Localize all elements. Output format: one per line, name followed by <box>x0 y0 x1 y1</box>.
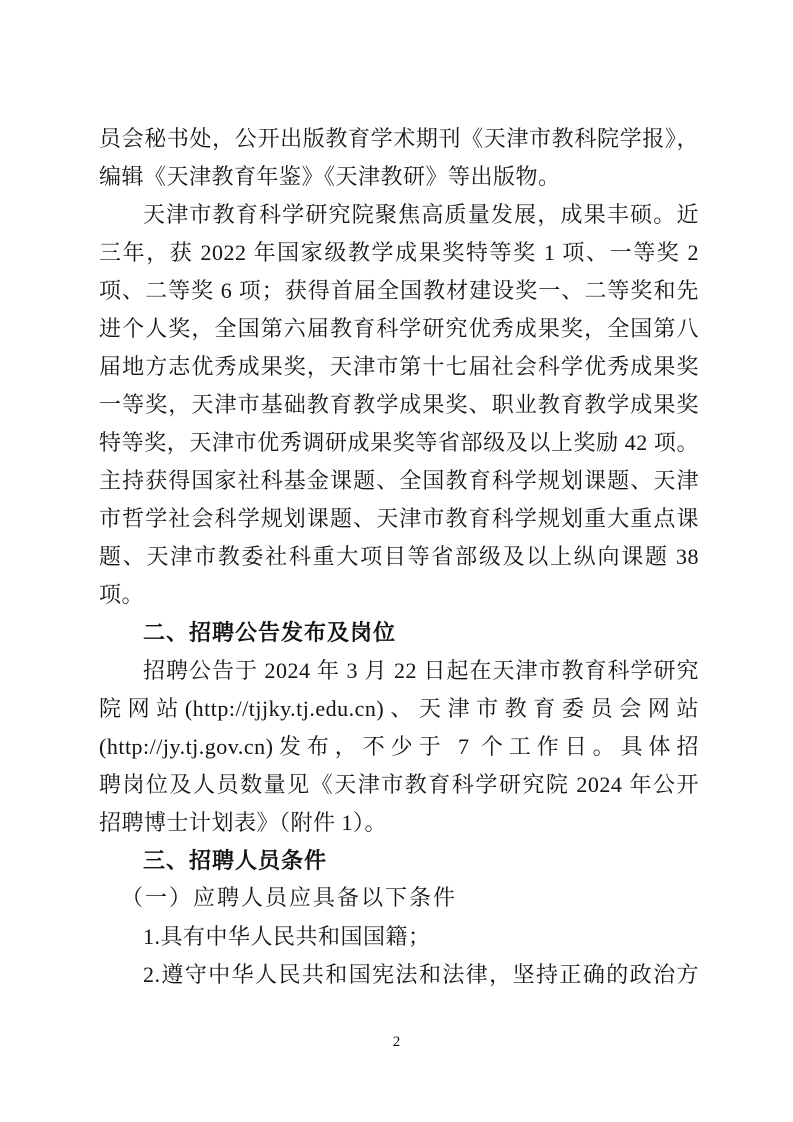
text-line: 项、二等奖 6 项；获得首届全国教材建设奖一、二等奖和先 <box>99 278 699 303</box>
text-line: 员会秘书处，公开出版教育学术期刊《天津市教科院学报》， <box>99 126 699 151</box>
text-line: 特等奖，天津市优秀调研成果奖等省部级及以上奖励 42 项。 <box>99 430 699 455</box>
text-line: 一等奖，天津市基础教育教学成果奖、职业教育教学成果奖 <box>99 392 699 417</box>
document-body <box>99 120 699 994</box>
text-line: 三年，获 2022 年国家级教学成果奖特等奖 1 项、一等奖 2 <box>99 240 699 265</box>
text-line: 届地方志优秀成果奖，天津市第十七届社会科学优秀成果奖 <box>99 354 699 379</box>
text-line: （一）应聘人员应具备以下条件 <box>121 886 458 911</box>
text-line: 院网站(http://tjjky.tj.edu.cn)、天津市教育委员会网站 <box>99 696 699 721</box>
text-line: 1.具有中华人民共和国国籍； <box>143 924 431 949</box>
text-line: 题、天津市教委社科重大项目等省部级及以上纵向课题 38 <box>99 544 699 569</box>
text-line: 市哲学社会科学规划课题、天津市教育科学规划重大重点课 <box>99 506 699 531</box>
text-line: 招聘公告于 2024 年 3 月 22 日起在天津市教育科学研究 <box>143 658 699 683</box>
text-line: 进个人奖，全国第六届教育科学研究优秀成果奖，全国第八 <box>99 316 699 341</box>
page-number: 2 <box>392 1034 401 1050</box>
text-line: 天津市教育科学研究院聚焦高质量发展，成果丰硕。近 <box>143 202 699 227</box>
text-line: 聘岗位及人员数量见《天津市教育科学研究院 2024 年公开 <box>99 772 699 797</box>
text-line: 编辑《天津教育年鉴》《天津教研》等出版物。 <box>99 164 561 189</box>
section-heading: 二、招聘公告发布及岗位 <box>143 620 397 645</box>
text-line: 主持获得国家社科基金课题、全国教育科学规划课题、天津 <box>99 468 699 493</box>
text-line: 项。 <box>99 582 145 607</box>
text-line: 2.遵守中华人民共和国宪法和法律，坚持正确的政治方 <box>143 962 699 987</box>
section-heading: 三、招聘人员条件 <box>143 848 328 873</box>
text-line: 招聘博士计划表》（附件 1）。 <box>99 810 388 835</box>
text-line: (http://jy.tj.gov.cn)发布，不少于 7 个工作日。具体招 <box>99 734 699 759</box>
